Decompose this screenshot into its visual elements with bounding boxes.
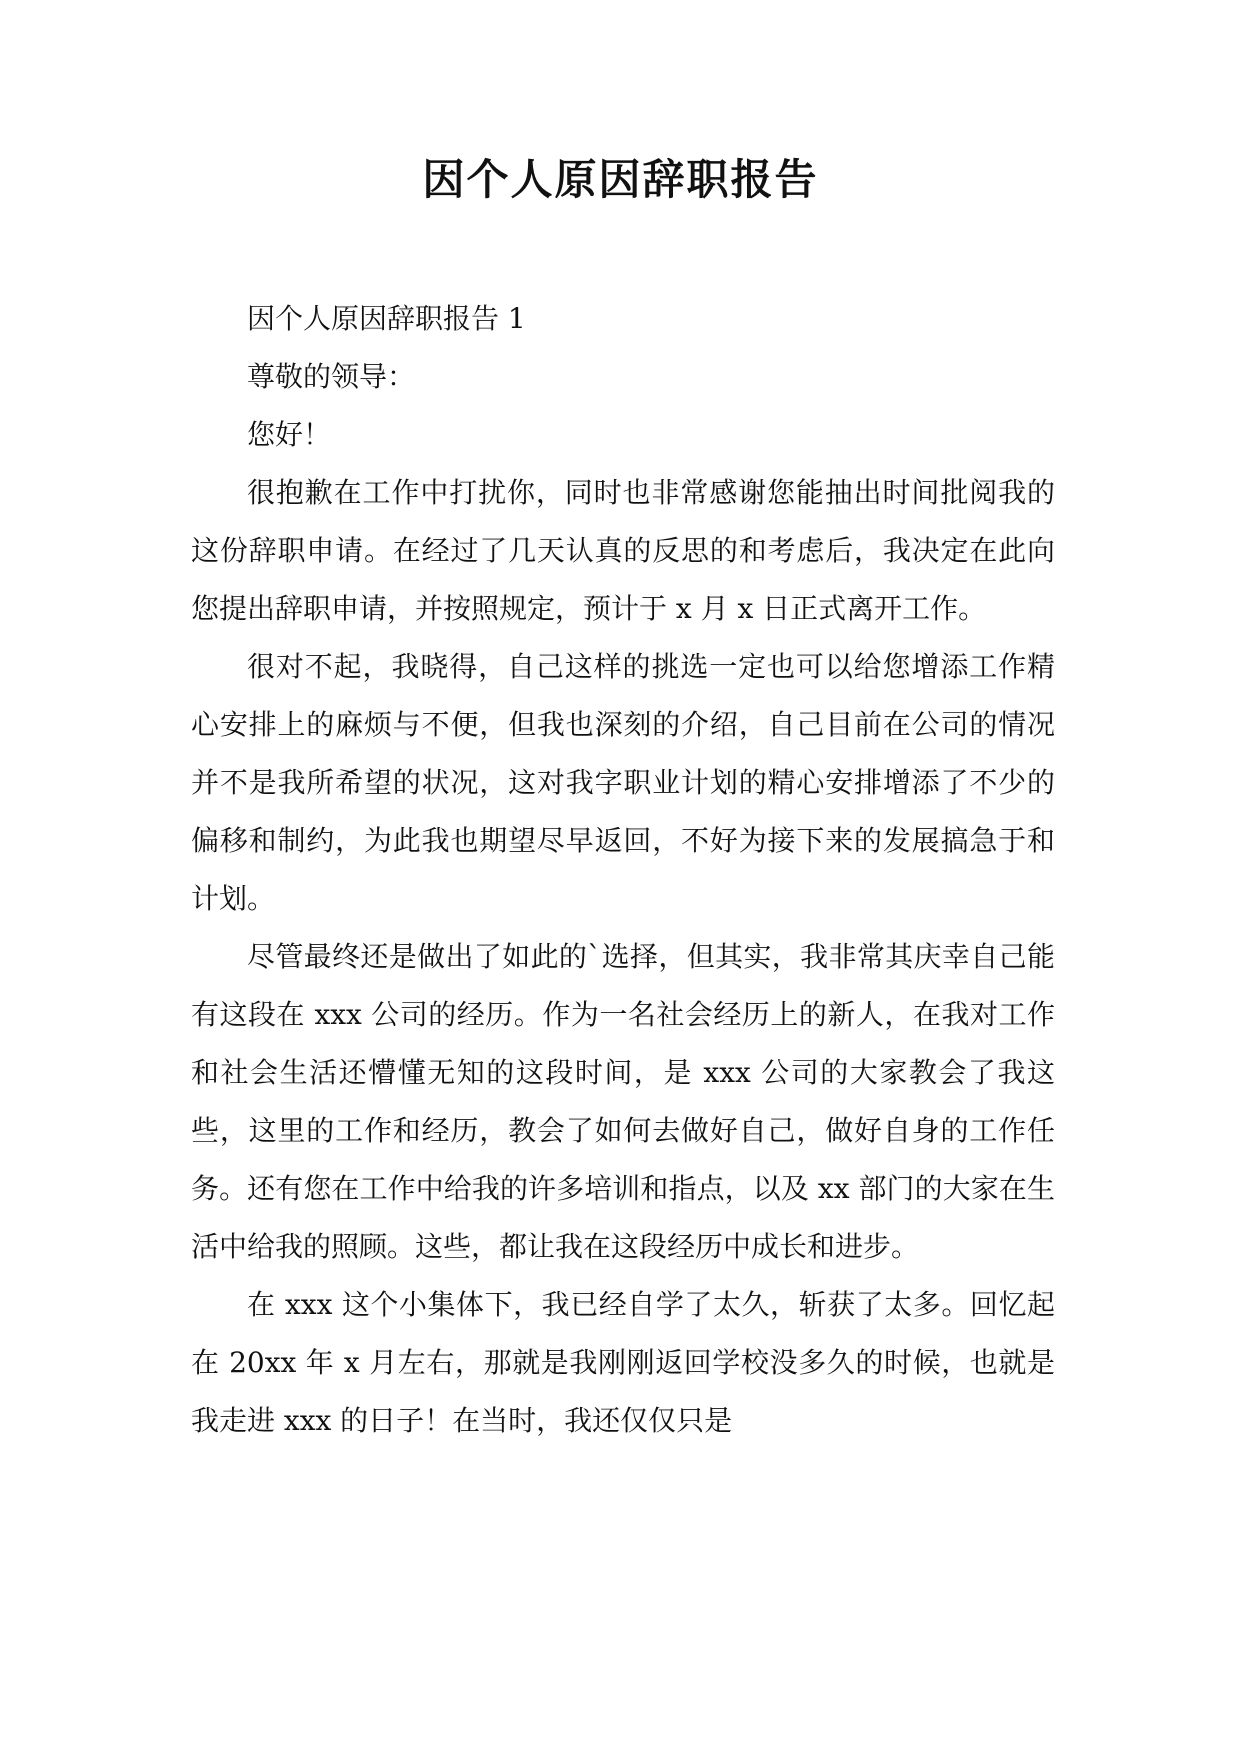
body-paragraph: 很对不起，我晓得，自己这样的挑选一定也可以给您增添工作精心安排上的麻烦与不便，但我也深刻的介绍，自己目前在公司的情况并不是我所希望的状况，这对我字职业计划的精心安排增添了不少的偏移和制约，为此我也期望尽早返回，不好为接下来的发展搞急于和计划。 — [191, 650, 1055, 915]
greeting: 您好！ — [247, 418, 332, 451]
section-heading: 因个人原因辞职报告 1 — [247, 302, 526, 335]
body-paragraph: 很抱歉在工作中打扰你，同时也非常感谢您能抽出时间批阅我的这份辞职申请。在经过了几天认真的反思的和考虑后，我决定在此向您提出辞职申请，并按照规定，预计于 x 月 x 日正式离开工作。 — [191, 476, 1055, 625]
document-body — [191, 290, 1055, 1450]
document-title: 因个人原因辞职报告 — [422, 155, 819, 204]
body-paragraph: 尽管最终还是做出了如此的`选择，但其实，我非常其庆幸自己能有这段在 xxx 公司的经历。作为一名社会经历上的新人，在我对工作和社会生活还懵懂无知的这段时间，是 xxx 公司的大家教会了我这些，这里的工作和经历，教会了如何去做好自己，做好自身的工作任务。还有您在工作中给我的许多培训和指点，以及 xx 部门的大家在生活中给我的照顾。这些，都让我在这段经历中成长和进步。 — [191, 940, 1055, 1263]
body-paragraph: 在 xxx 这个小集体下，我已经自学了太久，斩获了太多。回忆起在 20xx 年 x 月左右，那就是我刚刚返回学校没多久的时候，也就是我走进 xxx 的日子！在当时，我还仅仅只是 — [191, 1288, 1055, 1437]
salutation: 尊敬的领导： — [247, 360, 416, 393]
